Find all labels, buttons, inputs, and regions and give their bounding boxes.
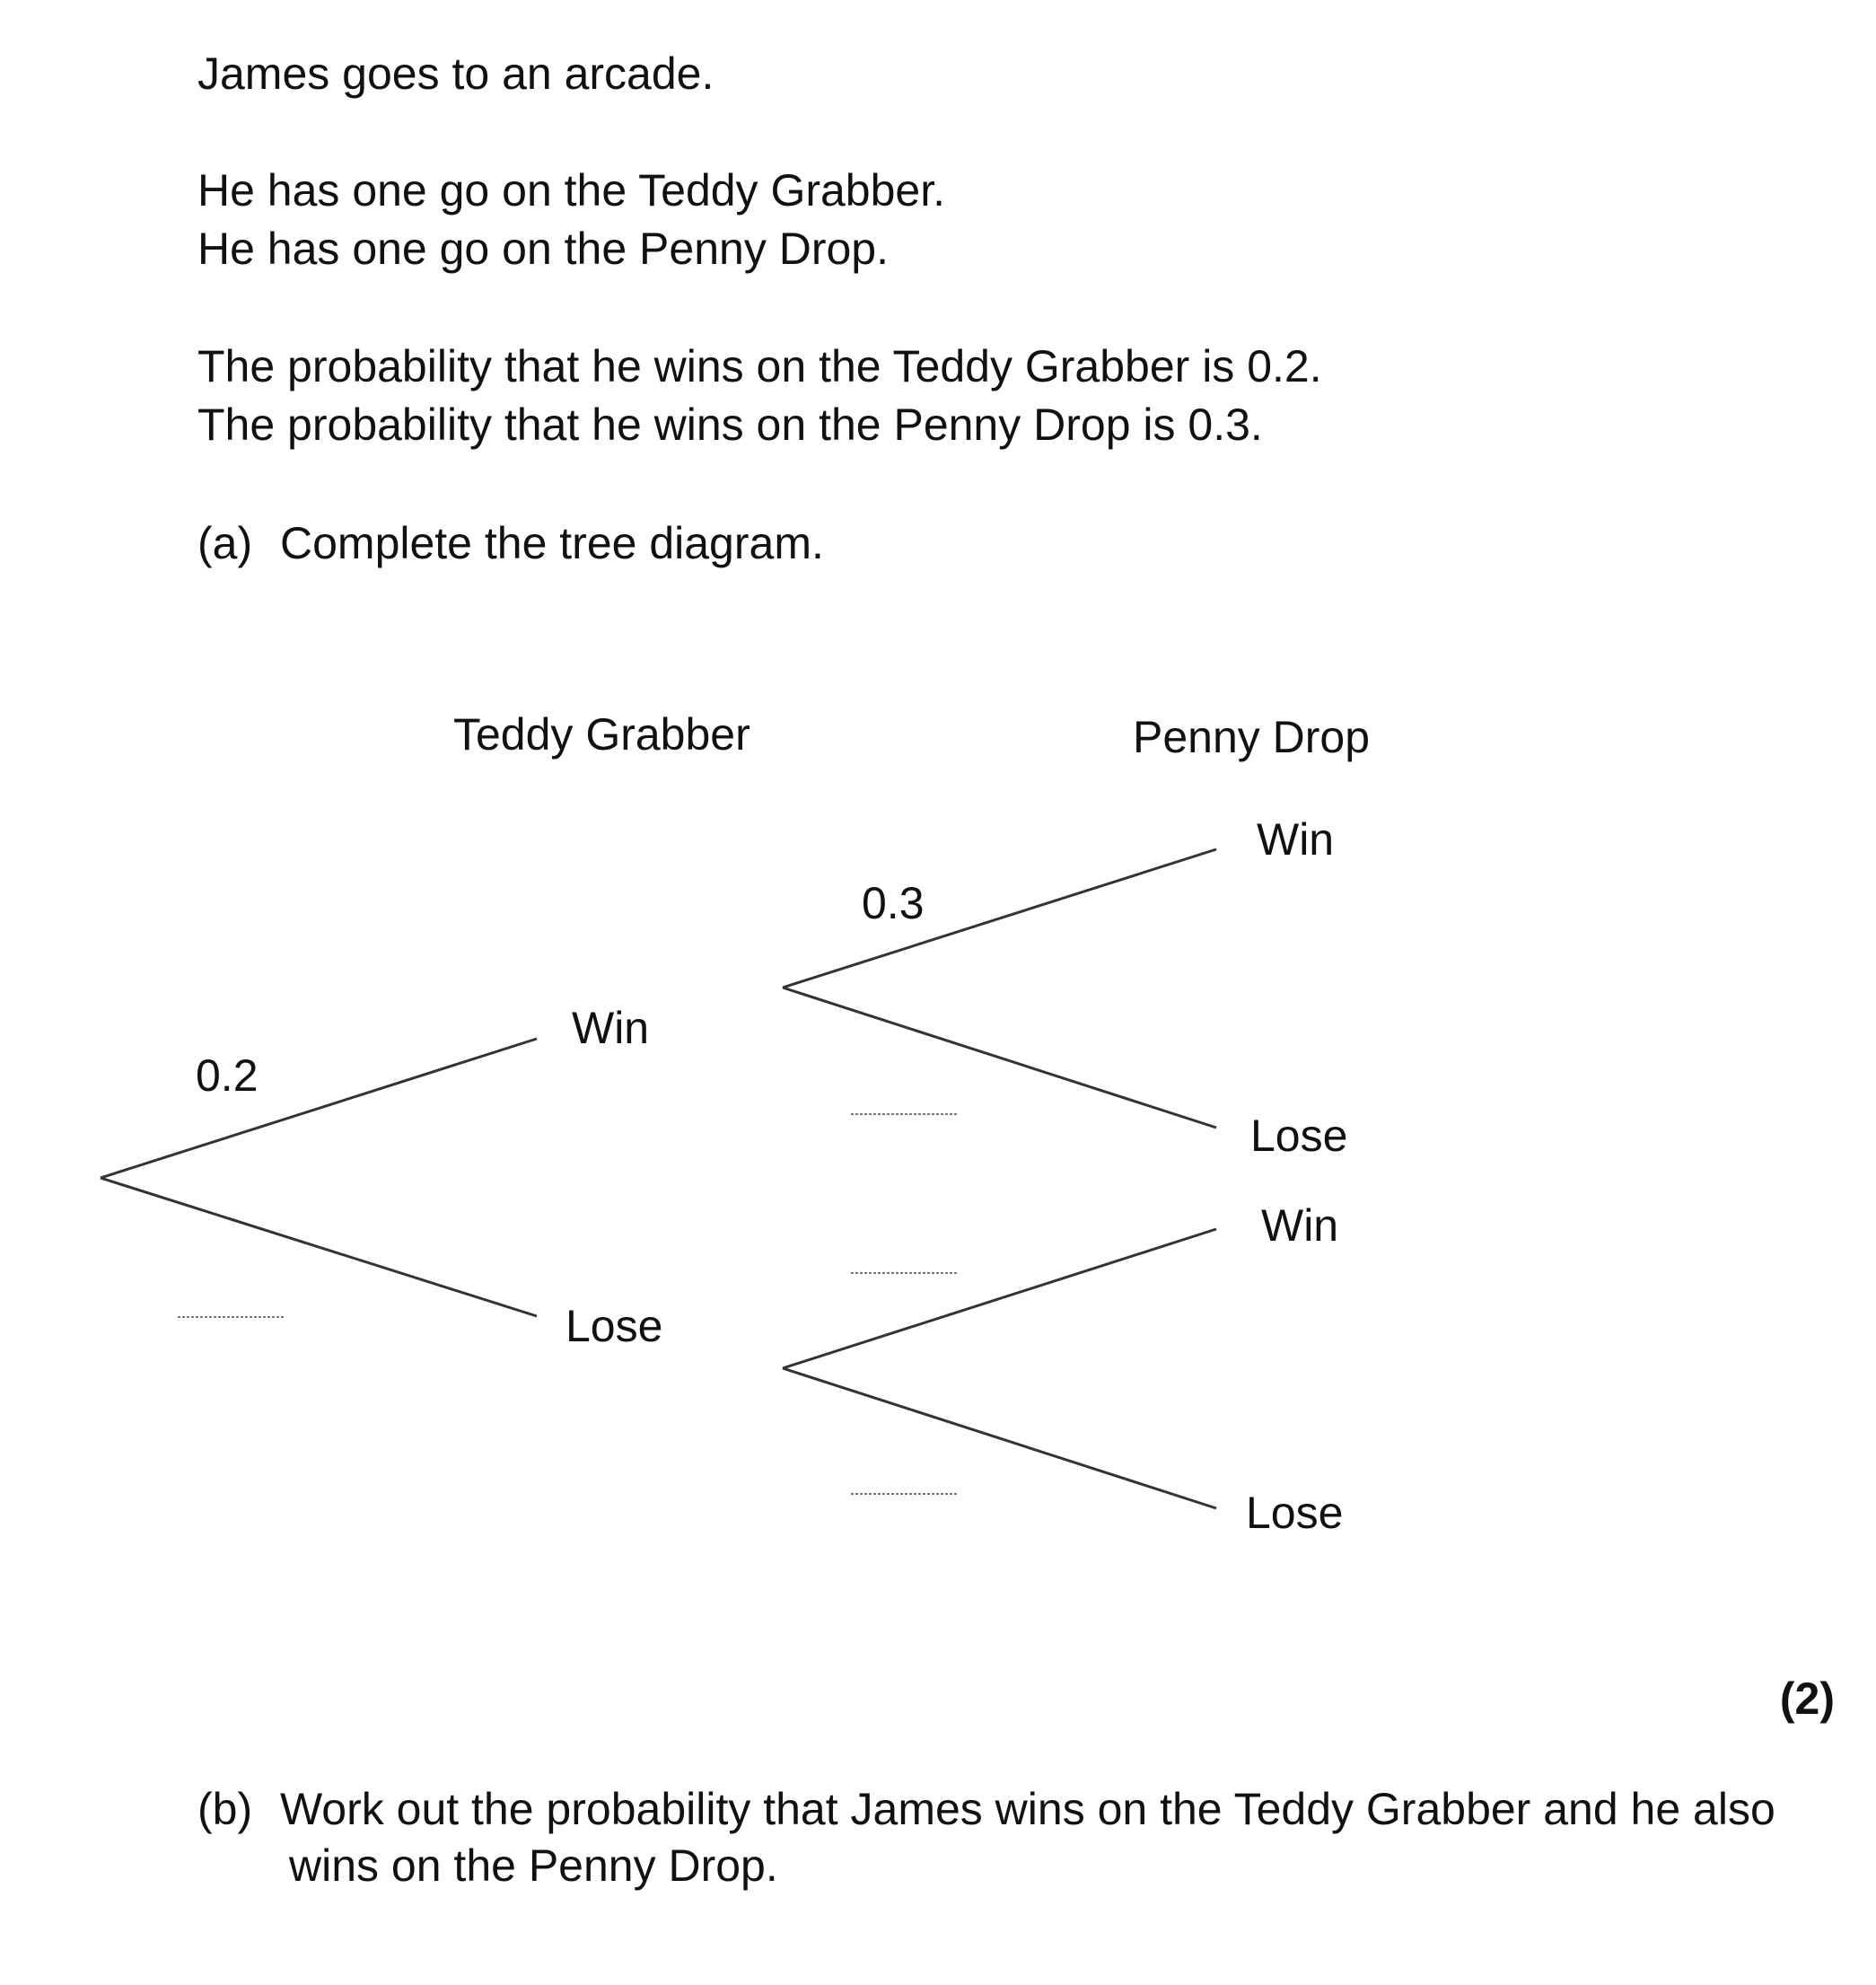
intro-line-5: The probability that he wins on the Penny Drop is 0.3. [197,400,1263,450]
intro-line-2: He has one go on the Teddy Grabber. [197,165,946,215]
branch-first-win [101,1039,537,1178]
part-a-text: Complete the tree diagram. [280,518,824,568]
part-b-line-1: Work out the probability that James wins on the Teddy Grabber and he also [280,1784,1775,1834]
part-a-label: (a) [197,518,253,568]
part-b-question [197,1782,1775,1836]
label-second-top-lose: Lose [1250,1111,1348,1161]
branch-first-lose [101,1178,537,1316]
branch-second-top-win [783,849,1216,988]
header-teddy-grabber: Teddy Grabber [453,709,750,760]
branch-second-top-lose [783,988,1216,1128]
part-b-label: (b) [197,1784,253,1834]
marks-label: (2) [1779,1673,1835,1724]
branch-second-bottom-win [783,1229,1216,1368]
branch-second-bottom-lose [783,1368,1216,1508]
intro-line-4: The probability that he wins on the Teddy Grabber is 0.2. [197,341,1322,391]
header-penny-drop: Penny Drop [1133,712,1371,762]
label-first-win: Win [572,1003,650,1053]
intro-line-3: He has one go on the Penny Drop. [197,224,889,274]
label-second-bottom-lose: Lose [1246,1488,1344,1538]
label-first-lose: Lose [565,1301,663,1351]
prob-first-win: 0.2 [196,1050,259,1101]
label-second-top-win: Win [1257,814,1335,865]
prob-second-win: 0.3 [862,878,925,928]
intro-line-1: James goes to an arcade. [197,48,714,99]
label-second-bottom-win: Win [1261,1200,1339,1251]
part-b-line-2: wins on the Penny Drop. [289,1840,778,1891]
